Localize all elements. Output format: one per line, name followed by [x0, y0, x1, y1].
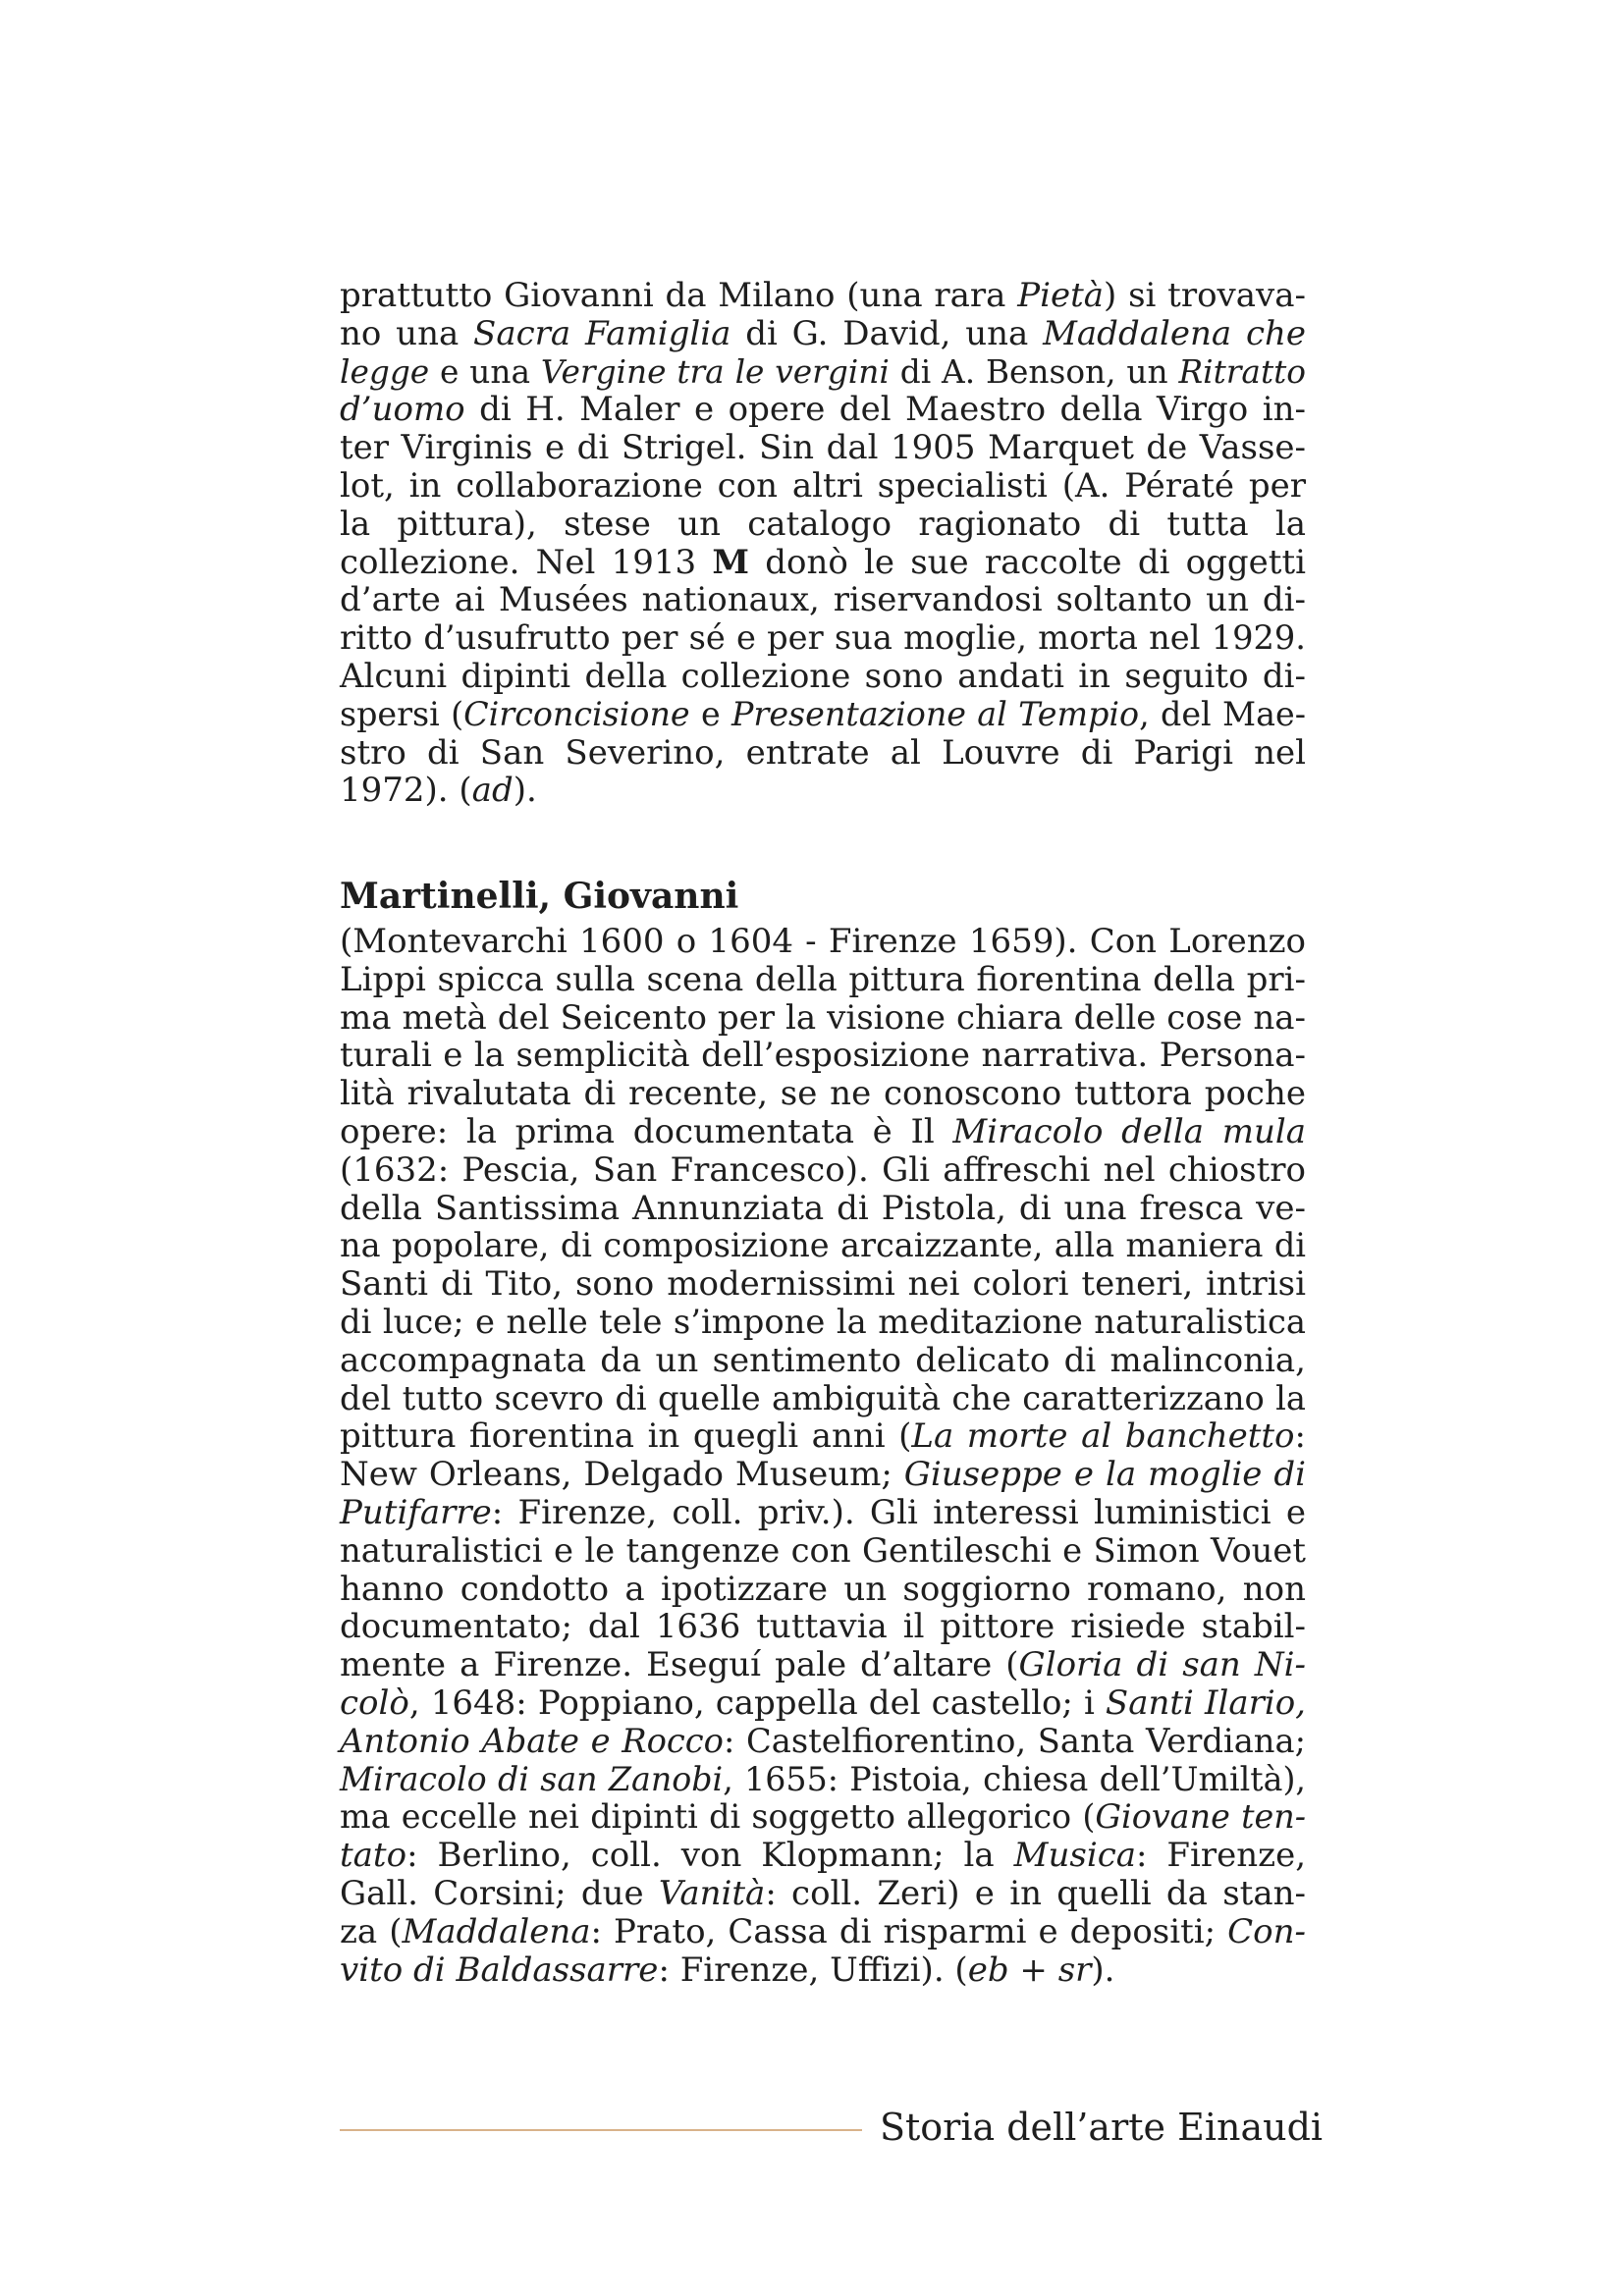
text-line	[340, 506, 1306, 544]
italic-text: Vanità	[658, 1873, 766, 1913]
text-run: pittura fiorentina in quegli anni (	[340, 1416, 912, 1457]
text-run: ).	[1091, 1949, 1115, 1990]
text-run: spersi (	[340, 694, 464, 733]
text-line	[340, 1761, 1306, 1799]
text-run: 1972). (	[340, 771, 472, 811]
text-run: accompagnata da un sentimento delicato di malinconia,	[340, 1340, 1306, 1380]
text-line	[340, 1951, 1306, 1990]
text-run: mente a Firenze. Eseguí pale d’altare (	[340, 1645, 1019, 1685]
italic-text: Pietà	[1017, 276, 1105, 315]
italic-text: Circoncisione	[463, 694, 690, 733]
italic-text: eb + sr	[967, 1949, 1092, 1990]
text-run: , 1648: Poppiano, cappella del castello; i	[408, 1682, 1106, 1723]
text-line	[340, 1075, 1306, 1113]
text-line	[340, 1875, 1306, 1913]
text-line	[340, 1456, 1306, 1494]
text-line	[340, 999, 1306, 1038]
continuation-paragraph	[340, 277, 1306, 810]
text-run: : Berlino, coll. von Klopmann; la	[406, 1836, 1014, 1876]
italic-text: Giovane ten-	[1095, 1797, 1306, 1837]
text-line	[340, 1646, 1306, 1684]
text-line	[340, 1342, 1306, 1380]
text-run: : Castelfiorentino, Santa Verdiana;	[723, 1721, 1306, 1760]
text-line	[340, 961, 1306, 999]
text-line	[340, 1608, 1306, 1646]
text-run: di H. Maler e opere del Maestro della Virgo in-	[464, 390, 1306, 430]
text-line	[340, 1494, 1306, 1532]
text-run: la pittura), stese un catalogo ragionato di tutta la	[340, 504, 1306, 544]
text-line	[340, 619, 1306, 658]
footer-rule	[340, 2129, 862, 2131]
italic-text: d’uomo	[340, 390, 465, 430]
bold-text: M	[712, 542, 749, 582]
text-line	[340, 581, 1306, 619]
text-run: donò le sue raccolte di oggetti	[749, 542, 1306, 582]
text-line	[340, 1417, 1306, 1456]
text-run: d’arte ai Musées nationaux, riservandosi soltanto un di-	[340, 580, 1306, 620]
italic-text: Ritratto	[1178, 352, 1306, 391]
text-run: lot, in collaborazione con altri specialisti (A. Pératé per	[340, 465, 1306, 506]
text-run: :	[1294, 1416, 1306, 1457]
text-run: lità rivalutata di recente, se ne conoscono tuttora poche	[340, 1074, 1306, 1114]
text-line	[340, 1837, 1306, 1875]
italic-text: Vergine tra le vergini	[540, 352, 890, 391]
text-line	[340, 467, 1306, 506]
text-run: na popolare, di composizione arcaizzante, alla maniera di	[340, 1226, 1306, 1265]
text-run: , del Mae-	[1139, 694, 1306, 733]
text-run: : Firenze, Uffizi). (	[658, 1949, 968, 1990]
footer-title: Storia dell’arte Einaudi	[880, 2106, 1324, 2149]
italic-text: colò	[340, 1682, 409, 1723]
text-run: : Firenze,	[1136, 1836, 1307, 1876]
italic-text: vito di Baldassarre	[340, 1949, 659, 1990]
text-run: Alcuni dipinti della collezione sono andati in seguito di-	[340, 656, 1306, 696]
text-line	[340, 277, 1306, 315]
text-run: e	[689, 694, 731, 733]
text-line	[340, 1913, 1306, 1951]
text-line	[340, 923, 1306, 961]
text-run: : coll. Zeri) e in quelli da stan-	[765, 1873, 1306, 1913]
text-line	[340, 1265, 1306, 1304]
text-run: collezione. Nel 1913	[340, 542, 713, 582]
italic-text: ad	[471, 771, 514, 811]
text-run: za (	[340, 1911, 403, 1951]
text-run: ritto d’usufrutto per sé e per sua moglie, morta nel 1929.	[340, 618, 1306, 658]
text-line	[340, 544, 1306, 582]
text-run: no una	[340, 313, 474, 353]
text-run: : Prato, Cassa di risparmi e depositi;	[590, 1911, 1228, 1951]
text-line	[340, 1532, 1306, 1571]
text-run: di luce; e nelle tele s’impone la meditazione naturalistica	[340, 1302, 1306, 1341]
text-line	[340, 1304, 1306, 1342]
text-run: stro di San Severino, entrate al Louvre di Parigi nel	[340, 732, 1306, 773]
text-line	[340, 1684, 1306, 1723]
text-line	[340, 1151, 1306, 1190]
text-run: ma metà del Seicento per la visione chiara delle cose na-	[340, 997, 1306, 1038]
text-run: ma eccelle nei dipinti di soggetto allegorico (	[340, 1797, 1096, 1837]
text-run: : Firenze, coll. priv.). Gli interessi luministici e	[491, 1492, 1306, 1532]
text-run: New Orleans, Delgado Museum;	[340, 1455, 904, 1495]
italic-text: Santi Ilario,	[1105, 1682, 1306, 1723]
text-run: ter Virginis e di Strigel. Sin dal 1905 Marquet de Vasse-	[340, 428, 1306, 468]
text-line	[340, 315, 1306, 353]
text-line	[340, 391, 1306, 429]
text-run: naturalistici e le tangenze con Gentileschi e Simon Vouet	[340, 1530, 1306, 1570]
text-run: ) si trovava-	[1104, 276, 1306, 315]
italic-text: Miracolo della mula	[952, 1111, 1306, 1151]
italic-text: Giuseppe e la moglie di	[903, 1455, 1306, 1495]
italic-text: La morte al banchetto	[911, 1416, 1295, 1457]
text-run: hanno condotto a ipotizzare un soggiorno romano, non	[340, 1569, 1306, 1609]
italic-text: tato	[340, 1836, 407, 1876]
text-line	[340, 1227, 1306, 1265]
italic-text: Musica	[1013, 1836, 1137, 1876]
text-line	[340, 696, 1306, 734]
italic-text: Putifarre	[340, 1492, 492, 1532]
italic-text: Maddalena che	[1043, 313, 1307, 353]
entry-title: Martinelli, Giovanni	[340, 876, 739, 917]
italic-text: legge	[340, 352, 430, 391]
text-run: opere: la prima documentata è Il	[340, 1111, 953, 1151]
text-run: turali e la semplicità dell’esposizione narrativa. Persona-	[340, 1036, 1306, 1076]
text-line	[340, 772, 1306, 810]
text-line	[340, 1380, 1306, 1418]
text-run: documentato; dal 1636 tuttavia il pittore risiede stabil-	[340, 1607, 1306, 1647]
text-line	[340, 1571, 1306, 1609]
text-run: del tutto scevro di quelle ambiguità che caratterizzano la	[340, 1378, 1306, 1417]
text-run: Gall. Corsini; due	[340, 1873, 659, 1913]
italic-text: Antonio Abate e Rocco	[340, 1721, 724, 1760]
text-run: di G. David, una	[730, 313, 1044, 353]
text-run: (1632: Pescia, San Francesco). Gli affreschi nel chiostro	[340, 1149, 1306, 1190]
italic-text: Presentazione al Tempio	[731, 694, 1140, 733]
italic-text: Gloria di san Ni-	[1018, 1645, 1306, 1685]
italic-text: Sacra Famiglia	[473, 313, 731, 353]
text-run: della Santissima Annunziata di Pistola, di una fresca ve-	[340, 1188, 1306, 1228]
italic-text: Maddalena	[402, 1911, 591, 1951]
italic-text: Con-	[1227, 1911, 1306, 1951]
text-line	[340, 1190, 1306, 1228]
text-run: prattutto Giovanni da Milano (una rara	[340, 276, 1018, 315]
text-run: Lippi spicca sulla scena della pittura fiorentina della pri-	[340, 959, 1306, 999]
text-line	[340, 734, 1306, 773]
text-run: ).	[513, 771, 537, 811]
text-line	[340, 1113, 1306, 1151]
text-line	[340, 658, 1306, 696]
text-run: (Montevarchi 1600 o 1604 - Firenze 1659). Con Lorenzo	[340, 922, 1306, 961]
text-run: e una	[429, 352, 541, 391]
entry-body	[340, 923, 1306, 1989]
text-run: di A. Benson, un	[889, 352, 1179, 391]
text-line	[340, 1798, 1306, 1837]
text-run: Santi di Tito, sono modernissimi nei colori teneri, intrisi	[340, 1264, 1306, 1305]
text-line	[340, 429, 1306, 467]
italic-text: Miracolo di san Zanobi	[340, 1759, 724, 1798]
text-line	[340, 353, 1306, 392]
text-run: , 1655: Pistoia, chiesa dell’Umiltà),	[723, 1759, 1306, 1798]
text-line	[340, 1037, 1306, 1075]
text-line	[340, 1723, 1306, 1761]
